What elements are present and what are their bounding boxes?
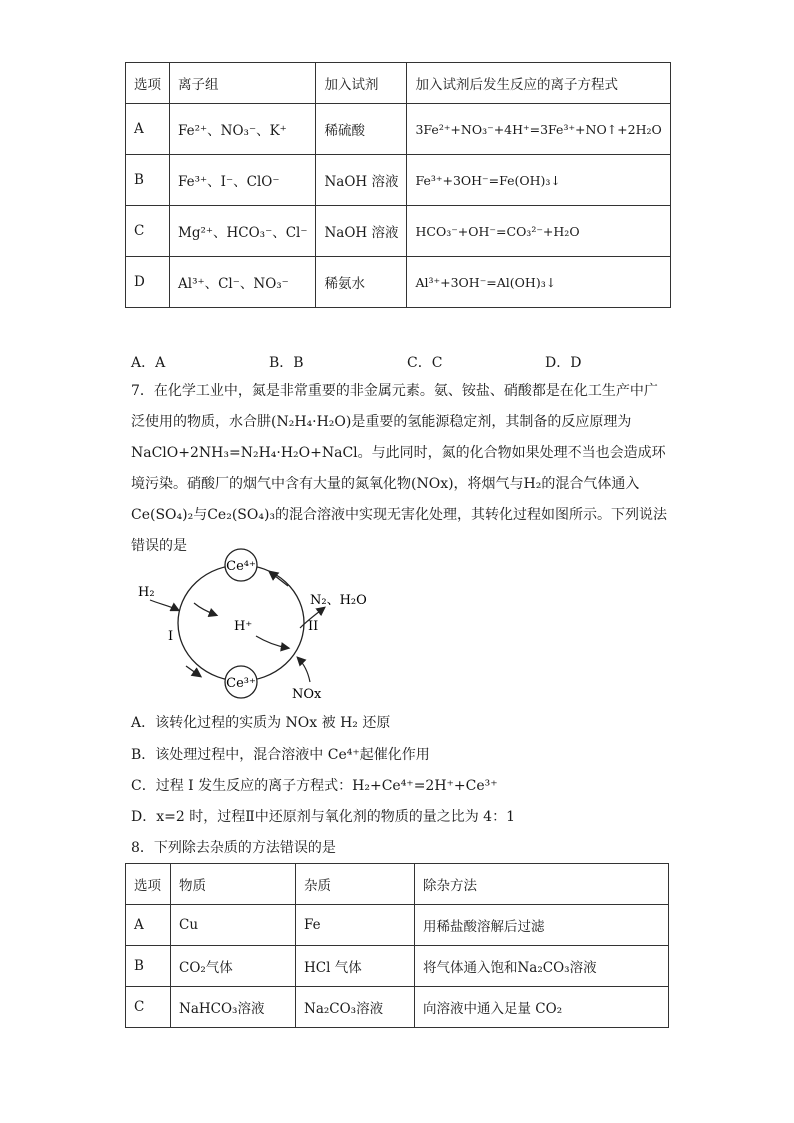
table-cell: NaOH 溶液 [316,155,407,206]
table-cell: B [126,155,170,206]
q7-option-c[interactable]: C．过程 I 发生反应的离子方程式：H₂+Ce⁴⁺=2H⁺+Ce³⁺ [131,778,498,794]
table-cell: C [126,206,170,257]
table-row [126,206,671,257]
nox-label: NOx [292,687,322,702]
table-row [126,905,669,946]
table-cell: Fe³⁺+3OH⁻=Fe(OH)₃↓ [407,155,670,206]
table-cell: Fe [296,905,415,946]
table-cell: Mg²⁺、HCO₃⁻、Cl⁻ [170,206,316,257]
q7-option-d[interactable]: D．x=2 时，过程Ⅱ中还原剂与氧化剂的物质的量之比为 4：1 [131,809,515,825]
header-cell: 选项 [126,864,171,905]
table-cell: 稀硫酸 [316,104,407,155]
h2-label: H₂ [138,585,155,600]
table-cell: NaOH 溶液 [316,206,407,257]
products-label: N₂、H₂O [310,593,367,608]
q7-option-a[interactable]: A．该转化过程的实质为 NOx 被 H₂ 还原 [131,715,391,731]
h2-arrow [150,600,178,610]
option-d[interactable]: D．D [545,355,582,371]
table-header-row [126,63,671,104]
header-cell: 除杂方法 [415,864,669,905]
table-cell: CO₂气体 [171,946,296,987]
table-row [126,946,669,987]
table-cell: Na₂CO₃溶液 [296,987,415,1028]
impurity-removal-table [125,863,669,1028]
q7-stem: 7．在化学工业中，氮是非常重要的非金属元素。氨、铵盐、硝酸都是在化工生产中广泛使用的物质，水合肼(N₂H₄·H₂O)是重要的氢能源稳定剂，其制备的反应原理为NaClO+2NH₃=N₂H₄·H₂O+NaCl。与此同时，氮的化合物如果处理不当也会造成环境污染。硝酸厂的烟气中含有大量的氮氧化物(NOx)，将烟气与H₂的混合气体通入Ce(SO₄)₂与Ce₂(SO₄)₃的混合溶液中实现无害化处理，其转化过程如图所示。下列说法错误的是 [131,383,668,554]
hplus-label: H⁺ [234,619,253,634]
table-cell: A [126,905,171,946]
process-2-label: II [308,619,319,634]
table-header-row [126,864,669,905]
table-cell: Al³⁺+3OH⁻=Al(OH)₃↓ [407,257,670,308]
table-cell: HCO₃⁻+OH⁻=CO₃²⁻+H₂O [407,206,670,257]
table-row [126,104,671,155]
header-cell: 杂质 [296,864,415,905]
arrow-to-ce3 [186,666,200,676]
inner-arrow-2 [256,636,288,648]
table-cell: 向溶液中通入足量 CO₂ [415,987,669,1028]
table-cell: D [126,257,170,308]
table-cell: Cu [171,905,296,946]
header-cell: 物质 [171,864,296,905]
table-cell: Fe²⁺、NO₃⁻、K⁺ [170,104,316,155]
q6-options [131,352,611,372]
process-1-label: I [168,629,174,644]
q7-option-b[interactable]: B．该处理过程中，混合溶液中 Ce⁴⁺起催化作用 [131,747,430,763]
table-cell: 用稀盐酸溶解后过滤 [415,905,669,946]
table-cell: 将气体通入饱和Na₂CO₃溶液 [415,946,669,987]
option-b[interactable]: B．B [269,355,304,371]
nox-arrow [298,658,310,682]
table-cell: Al³⁺、Cl⁻、NO₃⁻ [170,257,316,308]
table-cell: B [126,946,171,987]
header-cell: 离子组 [170,63,316,104]
table-cell: HCl 气体 [296,946,415,987]
table-row [126,257,671,308]
q8-stem: 8．下列除去杂质的方法错误的是 [131,840,336,856]
arrow-to-ce4 [270,572,288,586]
option-c[interactable]: C．C [407,355,443,371]
table-cell: A [126,104,170,155]
table-row [126,155,671,206]
table-cell: Fe³⁺、I⁻、ClO⁻ [170,155,316,206]
option-a[interactable]: A．A [131,355,166,371]
cycle-svg [128,548,378,708]
ce4-label: Ce⁴⁺ [226,559,256,574]
header-cell: 加入试剂后发生反应的离子方程式 [407,63,670,104]
inner-arrow-1 [194,603,216,615]
ce3-label: Ce³⁺ [226,676,256,691]
ion-reaction-table [125,62,671,308]
header-cell: 选项 [126,63,170,104]
table-cell: C [126,987,171,1028]
table-row [126,987,669,1028]
table-cell: 稀氨水 [316,257,407,308]
table-cell: 3Fe²⁺+NO₃⁻+4H⁺=3Fe³⁺+NO↑+2H₂O [407,104,670,155]
table-cell: NaHCO₃溶液 [171,987,296,1028]
ce-cycle-diagram [128,548,378,712]
header-cell: 加入试剂 [316,63,407,104]
